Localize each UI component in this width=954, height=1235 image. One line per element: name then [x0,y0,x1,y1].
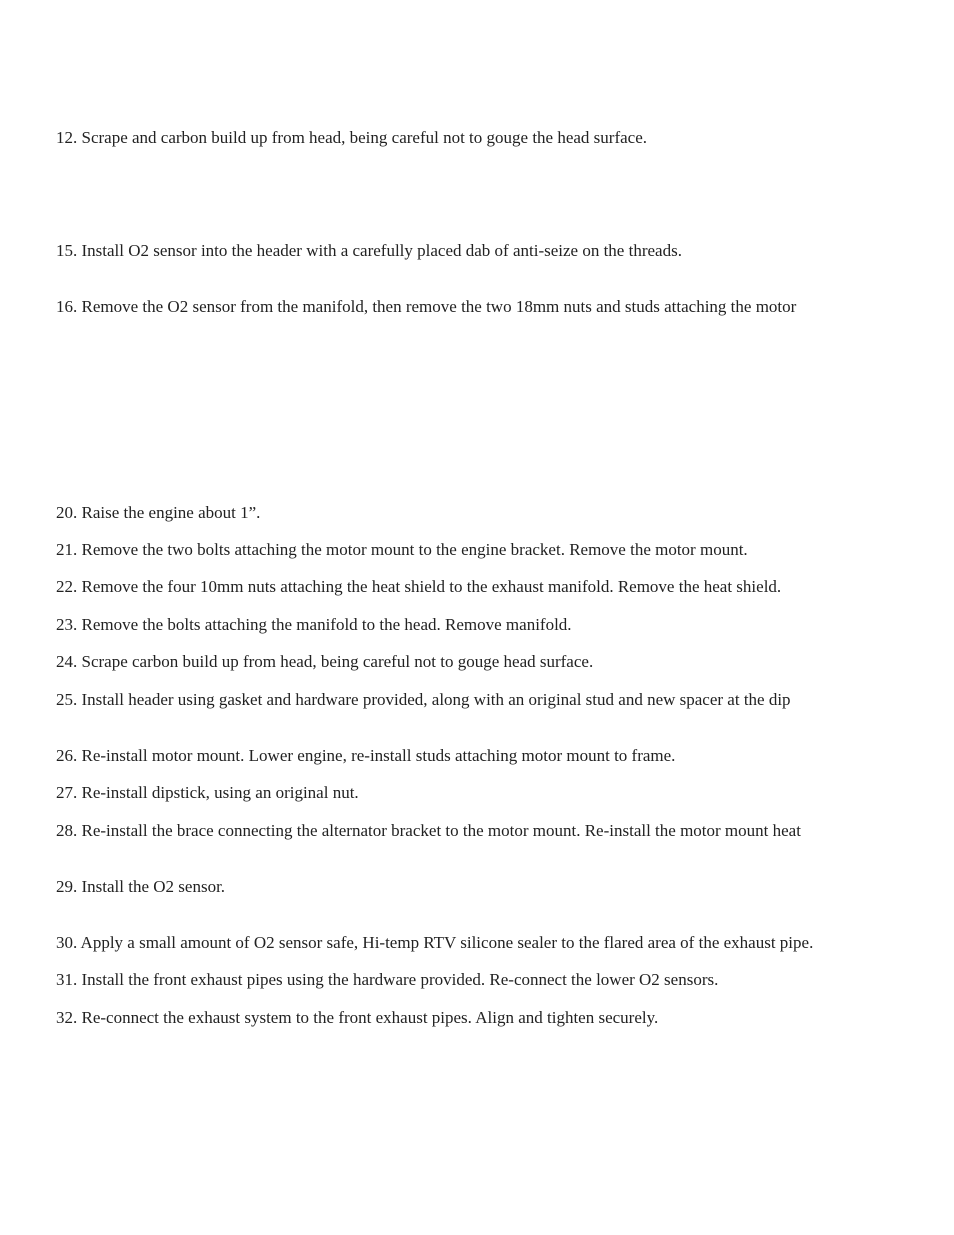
step-31: 31. Install the front exhaust pipes using the hardware provided. Re-connect the lower O2 sensors. [56,970,719,989]
step-27: 27. Re-install dipstick, using an original nut. [56,783,359,802]
step-20: 20. Raise the engine about 1”. [56,503,261,522]
step-15: 15. Install O2 sensor into the header with a carefully placed dab of anti-seize on the threads. [56,241,682,260]
step-32: 32. Re-connect the exhaust system to the front exhaust pipes. Align and tighten securely. [56,1008,659,1027]
step-22: 22. Remove the four 10mm nuts attaching the heat shield to the exhaust manifold. Remove the heat shield. [56,577,782,596]
step-28: 28. Re-install the brace connecting the alternator bracket to the motor mount. Re-install the motor mount heat [56,821,801,840]
step-26: 26. Re-install motor mount. Lower engine, re-install studs attaching motor mount to frame. [56,746,676,765]
step-23: 23. Remove the bolts attaching the manifold to the head. Remove manifold. [56,615,572,634]
step-21: 21. Remove the two bolts attaching the motor mount to the engine bracket. Remove the motor mount. [56,540,748,559]
step-12: 12. Scrape and carbon build up from head, being careful not to gouge the head surface. [56,128,648,147]
step-30: 30. Apply a small amount of O2 sensor safe, Hi-temp RTV silicone sealer to the flared area of the exhaust pipe. [56,933,814,952]
step-25: 25. Install header using gasket and hardware provided, along with an original stud and new spacer at the dip [56,690,791,709]
step-29: 29. Install the O2 sensor. [56,877,226,896]
step-24: 24. Scrape carbon build up from head, being careful not to gouge head surface. [56,652,594,671]
step-16: 16. Remove the O2 sensor from the manifold, then remove the two 18mm nuts and studs attaching the motor [56,297,797,316]
